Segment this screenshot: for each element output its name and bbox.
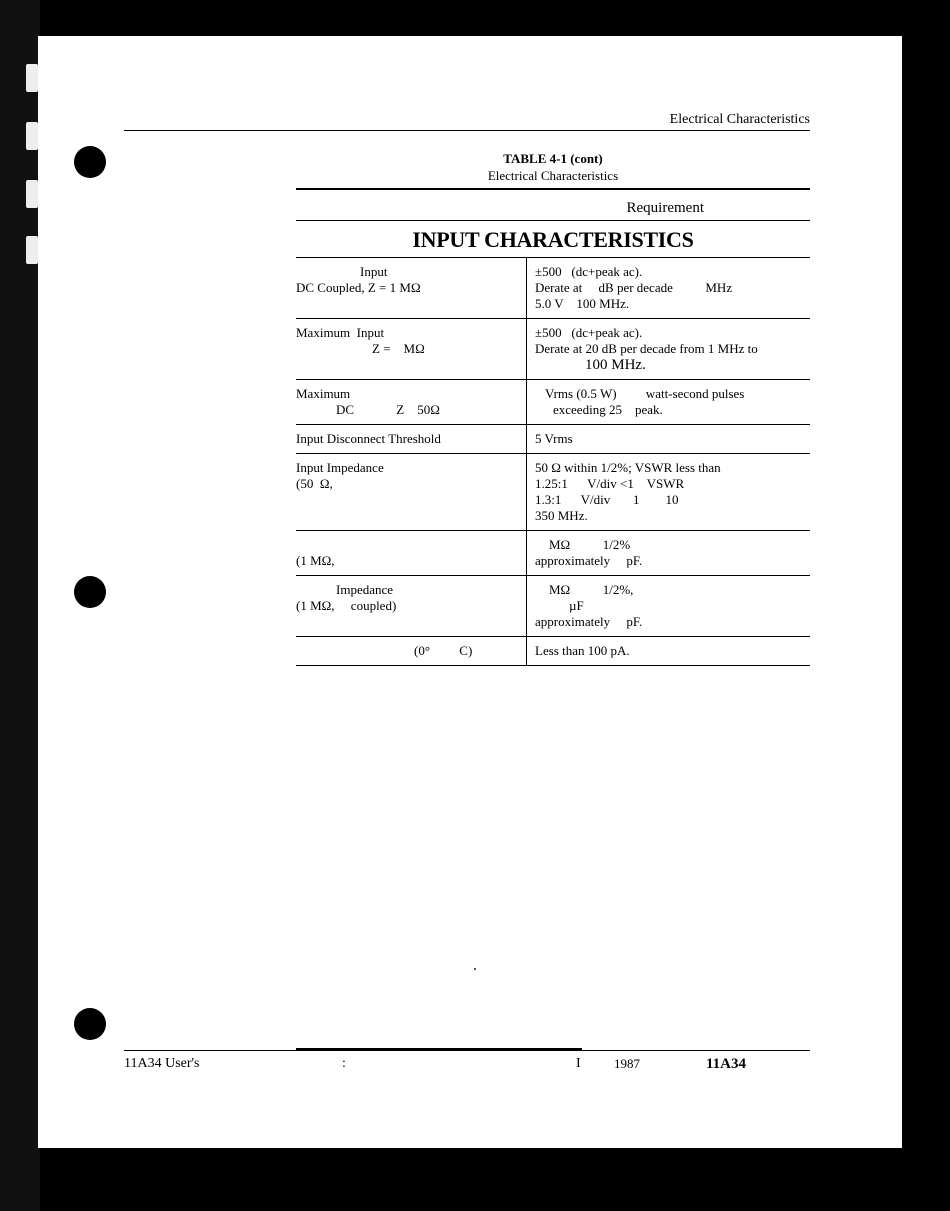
cell-text: exceeding 25 peak.	[553, 402, 663, 417]
table-row	[296, 319, 810, 380]
cell-text: Derate at dB per decade MHz	[535, 280, 733, 295]
cell-text: approximately pF.	[535, 553, 643, 568]
cell-text: Maximum	[296, 386, 351, 401]
cell-text: ±500 (dc+peak ac).	[535, 264, 643, 279]
cell-text: 5.0 V 100 MHz.	[535, 296, 630, 311]
cell-text: 50 Ω within 1/2%; VSWR less than	[535, 460, 721, 475]
cell-text: Input	[360, 264, 388, 279]
binder-mark	[26, 236, 38, 264]
table-row	[296, 637, 810, 666]
cell-text	[296, 537, 526, 553]
scan-speck	[474, 968, 476, 970]
punch-hole	[74, 146, 106, 178]
cell-text: 350 MHz.	[535, 508, 588, 523]
cell-text: DC Z 50Ω	[336, 402, 440, 417]
section-heading: INPUT CHARACTERISTICS	[296, 221, 810, 258]
punch-hole	[74, 1008, 106, 1040]
cell-text: (1 MΩ, coupled)	[296, 598, 397, 613]
table-row	[296, 531, 810, 576]
table-row	[296, 258, 810, 319]
cell-text: Derate at 20 dB per decade from 1 MHz to	[535, 341, 758, 356]
cell-text: (50 Ω,	[296, 476, 333, 491]
footer-year: 1987	[614, 1056, 640, 1071]
cell-text: Input Impedance	[296, 460, 384, 475]
column-header-row	[296, 188, 810, 221]
footer-manual-title: 11A34 User's	[124, 1056, 200, 1071]
footer-rule	[124, 1050, 810, 1051]
binder-mark	[26, 180, 38, 208]
binder-mark	[26, 64, 38, 92]
cell-text: 1.3:1 V/div 1 10	[535, 492, 679, 507]
section-title: Electrical Characteristics	[669, 112, 810, 127]
footer-mark: :	[342, 1056, 346, 1071]
footer-rule-bold	[296, 1048, 582, 1050]
cell-text: ±500 (dc+peak ac).	[535, 325, 643, 340]
footer-model: 11A34	[706, 1056, 747, 1072]
document-page	[38, 36, 902, 1148]
page-header	[124, 112, 810, 131]
column-header-requirement: Requirement	[626, 200, 704, 216]
cell-text: Input Disconnect Threshold	[296, 431, 441, 446]
binder-mark	[26, 122, 38, 150]
cell-text: Impedance	[336, 582, 394, 597]
spec-table	[296, 188, 810, 666]
cell-text: Less than 100 pA.	[535, 643, 630, 658]
table-number: TABLE 4-1 (cont)	[503, 151, 603, 166]
cell-text: 1.25:1 V/div <1 VSWR	[535, 476, 685, 491]
footer-mark: I	[576, 1056, 581, 1071]
cell-text: DC Coupled, Z = 1 MΩ	[296, 280, 421, 295]
cell-text: Z = MΩ	[372, 341, 425, 356]
punch-hole	[74, 576, 106, 608]
cell-text: approximately pF.	[535, 614, 643, 629]
table-row	[296, 576, 810, 637]
table-row	[296, 380, 810, 425]
table-title	[296, 150, 810, 184]
cell-text: MΩ 1/2%	[549, 537, 631, 552]
cell-text: MΩ 1/2%,	[549, 582, 634, 597]
cell-text: (1 MΩ,	[296, 553, 335, 568]
cell-text: Maximum Input	[296, 325, 385, 340]
page-footer	[124, 1056, 810, 1076]
table-row	[296, 425, 810, 454]
table-row	[296, 454, 810, 531]
cell-text: 100 MHz.	[585, 357, 646, 373]
table-caption: Electrical Characteristics	[487, 168, 619, 183]
cell-text: Vrms (0.5 W) watt-second pulses	[545, 386, 745, 401]
cell-text: (0° C)	[414, 643, 473, 658]
cell-text: 5 Vrms	[535, 431, 573, 446]
cell-text: µF	[569, 598, 584, 613]
